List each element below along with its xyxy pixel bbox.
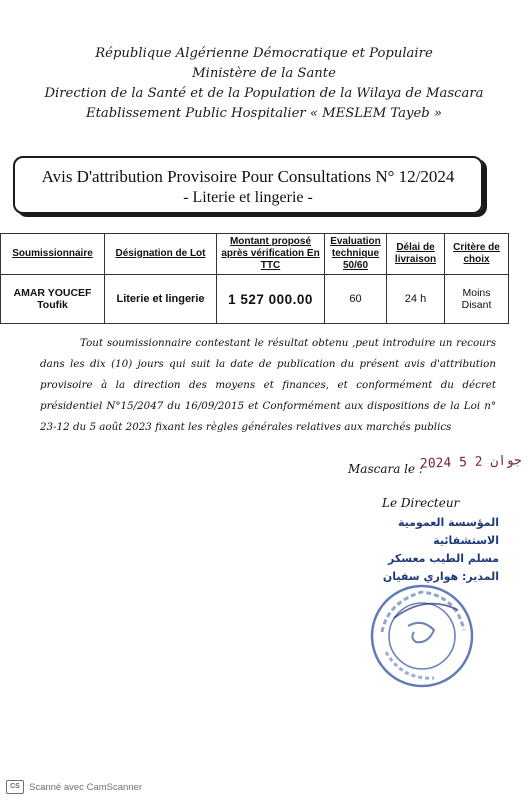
header-establishment: Etablissement Public Hospitalier « MESLEM Tayeb » (86, 106, 442, 121)
cell-delay: 24 h (387, 275, 445, 324)
document-header (0, 44, 528, 124)
bidder-name: AMAR YOUCEF (13, 287, 92, 299)
table-header-row (1, 234, 509, 275)
criterion-line1: Moins (462, 287, 491, 299)
notice-title-box (13, 156, 483, 214)
header-ministry: Ministère de la Sante (192, 66, 336, 81)
header-direction: Direction de la Santé et de la Population de la Wilaya de Mascara (44, 86, 484, 101)
round-stamp-icon (368, 582, 476, 690)
table-row (1, 275, 509, 324)
cell-lot: Literie et lingerie (105, 275, 217, 324)
attribution-table (0, 233, 509, 324)
camscanner-logo-icon: CS (6, 780, 24, 794)
column-header-evaluation: Evaluation technique 50/60 (325, 234, 387, 275)
column-header-amount: Montant proposé après vérification En TTC (217, 234, 325, 275)
cell-amount: 1 527 000.00 (217, 275, 325, 324)
date-stamp: 2024 جوان 2 5 (419, 453, 522, 472)
signature-place: Mascara le : (348, 462, 423, 476)
header-republic: République Algérienne Démocratique et Populaire (95, 46, 433, 61)
director-title: Le Directeur (382, 496, 460, 510)
seal-line-location: مسلم الطيب معسكر (388, 552, 499, 565)
cell-evaluation: 60 (325, 275, 387, 324)
rectangular-seal (347, 514, 499, 586)
scanner-watermark (6, 780, 142, 794)
column-header-bidder: Soumissionnaire (1, 234, 105, 275)
cell-bidder (1, 275, 105, 324)
column-header-delay: Délai de livraison (387, 234, 445, 275)
seal-line-director: المدير: هواري سفيان (382, 570, 499, 583)
appeal-paragraph: Tout soumissionnaire contestant le résultat obtenu ,peut introduire un recours dans les dix (10) jours qui suit la date de publication du présent avis d'attribution provisoire à la direction des moyens et finances, et conformément du décret présidentiel N°15/2047 du 16/09/2015 et Conformément aux dispositions de la Loi n° 23-12 du 5 août 2023 fixant les règles générales relatives aux marchés publics (40, 337, 496, 433)
bidder-firstname: Toufik (37, 299, 68, 311)
column-header-lot: Désignation de Lot (105, 234, 217, 275)
notice-subtitle: - Literie et lingerie - (183, 189, 313, 206)
seal-line-establishment: المؤسسة العمومية الاستشفائية (397, 516, 499, 547)
column-header-criterion: Critère de choix (445, 234, 509, 275)
cell-criterion (445, 275, 509, 324)
scanner-text: Scanné avec CamScanner (29, 781, 143, 793)
notice-title: Avis D'attribution Provisoire Pour Consultations N° 12/2024 (41, 167, 455, 186)
criterion-line2: Disant (461, 299, 492, 311)
